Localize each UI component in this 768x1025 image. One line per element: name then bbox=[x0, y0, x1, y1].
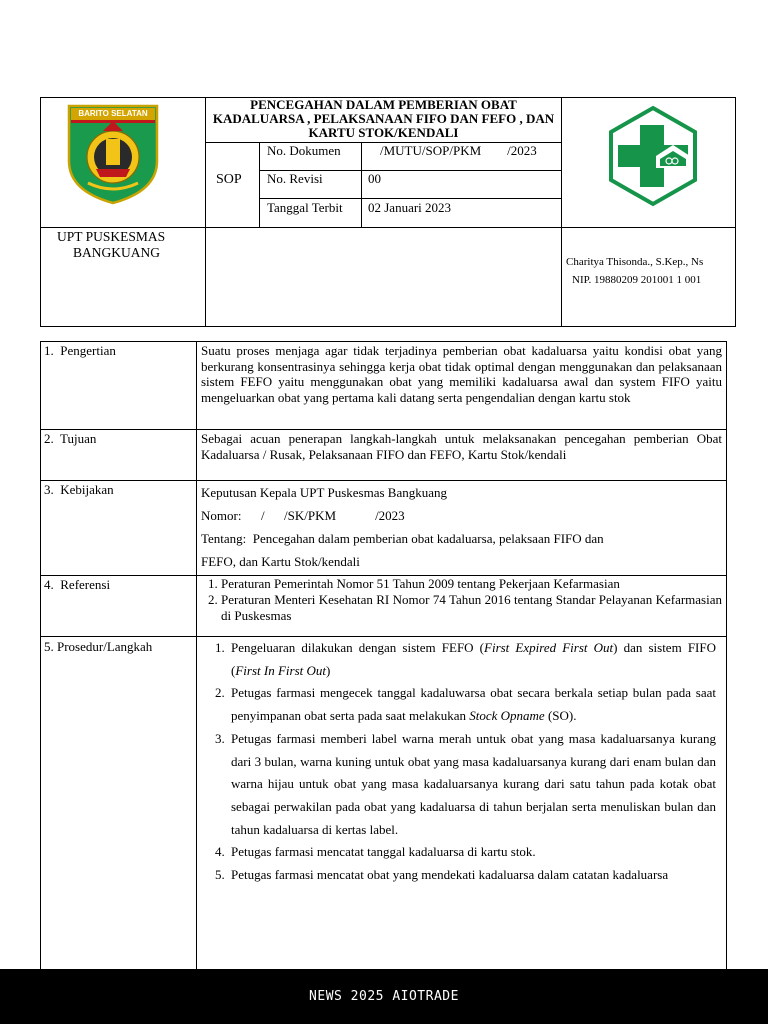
document-number-value: /MUTU/SOP/PKM /2023 bbox=[380, 143, 537, 158]
header-divider bbox=[40, 227, 736, 228]
list-item: 1. Peraturan Pemerintah Nomor 51 Tahun 2009 tentang Pekerjaan Kefarmasian bbox=[221, 576, 722, 592]
health-cross-icon bbox=[602, 105, 704, 207]
reference-cell bbox=[197, 576, 727, 637]
list-item bbox=[228, 637, 716, 682]
footer-text: NEWS 2025 AIOTRADE bbox=[309, 989, 459, 1004]
step-text: (SO). bbox=[544, 708, 577, 724]
header-divider bbox=[361, 142, 362, 227]
document-title: PENCEGAHAN DALAM PEMBERIAN OBAT KADALUARSA , PELAKSANAAN FIFO DAN FEFO , DAN KARTU STOK/KENDALI bbox=[212, 97, 555, 140]
step-text: ) dan sistem FIFO ( bbox=[231, 640, 716, 678]
region-banner-text: BARITO SELATAN bbox=[78, 109, 148, 118]
table-row bbox=[41, 342, 727, 430]
procedure-cell bbox=[197, 637, 727, 970]
table-row bbox=[41, 576, 727, 637]
list-item bbox=[228, 682, 716, 727]
sop-content-table bbox=[40, 341, 727, 970]
step-text: Pengeluaran dilakukan dengan sistem FEFO ( bbox=[231, 640, 485, 655]
revision-label: No. Revisi bbox=[267, 171, 323, 186]
policy-cell bbox=[197, 481, 727, 576]
signer-nip: NIP. 19880209 201001 1 001 bbox=[572, 274, 702, 286]
definition-text: Suatu proses menjaga agar tidak terjadinya pemberian obat kadaluarsa yaitu kondisi obat yang berkurang konsentrasinya sehingga kerja obat tidak optimal dengan menggunakan dan pelaksanaan sistem FEFO yaitu menggunakan obat yang memiliki kadaluarsa awal dan system FIFO yaitu mengeluarkan obat yang pertama kali datang serta pengendalian dengan kartu stok bbox=[197, 342, 727, 430]
step-emphasis: First In First Out bbox=[235, 662, 326, 678]
step-text: Petugas farmasi mengecek tanggal kadaluwarsa obat secara berkala setiap bulan pada saat penyimpanan obat serta pada saat melakukan bbox=[231, 685, 716, 724]
footer-bar bbox=[0, 969, 768, 1024]
org-name-line1: UPT PUSKESMAS bbox=[57, 229, 166, 244]
revision-value: 00 bbox=[368, 171, 381, 186]
table-row bbox=[41, 637, 727, 970]
list-item: 4. Petugas farmasi mencatat tanggal kadaluarsa di kartu stok. bbox=[228, 841, 716, 864]
policy-subject-cont: FEFO, dan Kartu Stok/kendali bbox=[201, 554, 360, 569]
issue-date-label: Tanggal Terbit bbox=[267, 200, 343, 215]
section-label: 3. Kebijakan bbox=[41, 481, 197, 576]
regency-logo bbox=[66, 103, 160, 205]
document-number-label: No. Dokumen bbox=[267, 143, 341, 158]
list-item: 5. Petugas farmasi mencatat obat yang mendekati kadaluarsa dalam catatan kadaluarsa bbox=[228, 864, 716, 887]
list-item: 3. Petugas farmasi memberi label warna merah untuk obat yang masa kadaluarsanya kurang dari 3 bulan, warna kuning untuk obat yang masa kadaluarsanya kurang dari enam bulan dan warna hijau untuk obat yang masa kadaluarsanya kurang dari satu tahun pada kotak obat sebagai perwakilan pada obat yang kadaluarsa di tahun berjalan serta menuliskan bulan dan tahun kadaluarsa di kertas label. bbox=[228, 728, 716, 842]
health-logo bbox=[602, 105, 704, 207]
issue-date-value: 02 Januari 2023 bbox=[368, 200, 452, 215]
procedure-list bbox=[201, 637, 716, 887]
step-emphasis: First Expired First Out bbox=[484, 640, 614, 655]
section-label: 1. Pengertian bbox=[41, 342, 197, 430]
table-row bbox=[41, 481, 727, 576]
header-divider bbox=[259, 142, 260, 227]
policy-number: Nomor: / /SK/PKM /2023 bbox=[201, 508, 405, 523]
purpose-text: Sebagai acuan penerapan langkah-langkah untuk melaksanakan pencegahan pemberian Obat Kadaluarsa / Rusak, Pelaksanaan FIFO dan FEFO, Kartu Stok/kendali bbox=[197, 430, 727, 481]
list-item: 2. Peraturan Menteri Kesehatan RI Nomor 74 Tahun 2016 tentang Standar Pelayanan Kefarmasian di Puskesmas bbox=[221, 592, 722, 624]
section-label: 2. Tujuan bbox=[41, 430, 197, 481]
step-emphasis: Stock Opname bbox=[469, 708, 545, 724]
section-label: 5. Prosedur/Langkah bbox=[41, 637, 197, 970]
policy-line: Keputusan Kepala UPT Puskesmas Bangkuang bbox=[201, 485, 448, 500]
step-text: ) bbox=[326, 662, 331, 678]
signer-name: Charitya Thisonda., S.Kep., Ns bbox=[566, 256, 704, 268]
header-divider bbox=[561, 97, 562, 327]
policy-subject: Tentang: Pencegahan dalam pemberian obat kadaluarsa, pelaksaan FIFO dan bbox=[201, 531, 604, 546]
sop-label: SOP bbox=[216, 172, 242, 187]
table-row bbox=[41, 430, 727, 481]
org-name-line2: BANGKUANG bbox=[73, 245, 160, 260]
section-label: 4. Referensi bbox=[41, 576, 197, 637]
header-divider bbox=[259, 198, 561, 199]
reference-list bbox=[201, 576, 722, 624]
